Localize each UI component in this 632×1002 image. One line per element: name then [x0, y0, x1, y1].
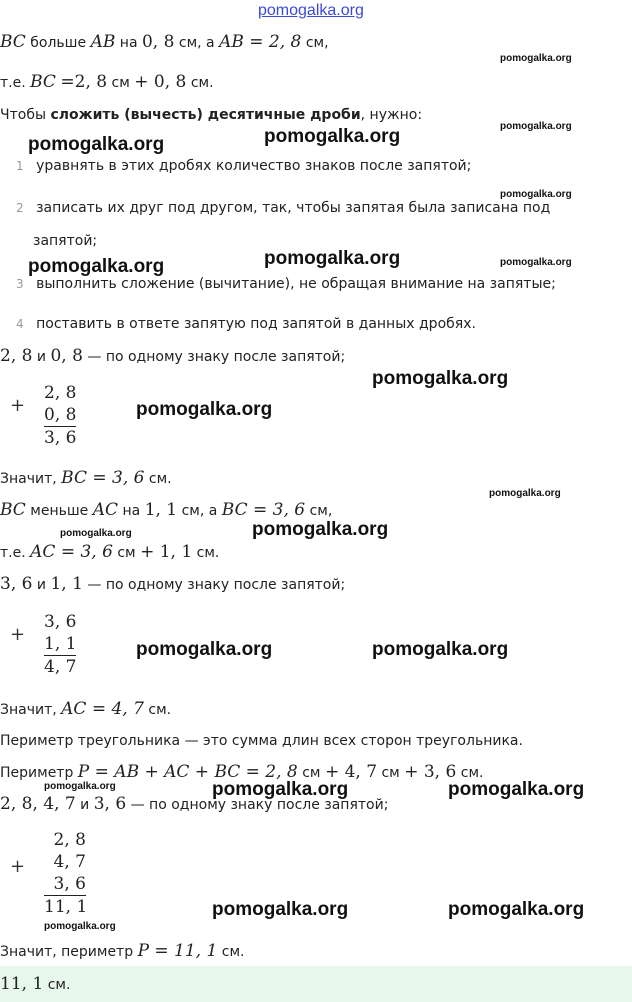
text-and: и [36, 577, 47, 593]
text-rest: — по одному знаку после запятой; [87, 577, 346, 593]
watermark-big: pomogalka.org [372, 639, 509, 660]
text-cm: см, [305, 35, 329, 51]
sum-result: 11, 1 [44, 897, 88, 917]
answer-line [0, 974, 70, 994]
math-plus: + 0, 8 [134, 72, 187, 92]
text-na: на [119, 35, 138, 51]
plus-sign: + [10, 395, 26, 416]
text-conclusion: Значит, [0, 702, 57, 718]
addend: 1, 1 [44, 634, 77, 654]
math-eq: BC = 3, 6 [61, 468, 145, 488]
line-bc-vs-ab [0, 32, 329, 52]
math-value: 0, 8 [50, 346, 83, 366]
calc3-intro [0, 794, 388, 814]
text-cm: см, [309, 503, 333, 519]
perimeter-definition: Периметр треугольника — это сумма длин всех сторон треугольника. [0, 733, 523, 749]
addend: 0, 8 [44, 405, 77, 425]
step-item [16, 158, 471, 174]
calc2-intro [0, 574, 345, 594]
math-value: 1, 1 [144, 500, 178, 520]
watermark-top: pomogalka.org [258, 2, 364, 19]
math-value: 0, 8 [141, 32, 175, 52]
watermark-big: pomogalka.org [28, 256, 165, 277]
answer-unit: см. [47, 977, 71, 993]
watermark-big: pomogalka.org [252, 519, 389, 540]
answer-box [0, 966, 632, 1002]
math-plus: + 3, 6 [404, 762, 457, 782]
math-eq: AC = 3, 6 [30, 542, 113, 562]
math-eq: =2, 8 [60, 72, 108, 92]
math-value: 2, 8, 4, 7 [0, 794, 76, 814]
math-ab: AB [90, 32, 116, 52]
watermark-small: pomogalka.org [500, 189, 572, 200]
math-plus: + 1, 1 [140, 542, 193, 562]
text-conclusion: Значит, [0, 471, 57, 487]
sum-result: 3, 6 [44, 428, 77, 448]
watermark-big: pomogalka.org [448, 899, 585, 920]
step-number: 4 [16, 317, 24, 331]
watermark-small: pomogalka.org [489, 488, 561, 499]
text-and: и [80, 797, 90, 813]
plus-sign: + [10, 856, 26, 877]
text-cm: см [117, 545, 136, 561]
step-item [16, 316, 476, 332]
math-bc: BC [0, 500, 26, 520]
math-bc: BC [0, 32, 26, 52]
math-ac: AC [92, 500, 119, 520]
math-eq: P = 11, 1 [137, 941, 218, 961]
addend: 2, 8 [53, 830, 86, 850]
column-addition [44, 382, 76, 449]
math-bc: BC [30, 72, 56, 92]
column-addition [44, 829, 86, 918]
line-ac-sum [0, 542, 219, 562]
text-cm: см. [148, 702, 172, 718]
watermark-small: pomogalka.org [60, 528, 132, 539]
addend: 3, 6 [44, 873, 86, 896]
text-perimeter: Периметр [0, 765, 74, 781]
rule-text [0, 107, 422, 123]
text-cm: см. [460, 765, 484, 781]
text-more: больше [30, 35, 87, 51]
step-number: 1 [16, 159, 24, 173]
text-cm: см [381, 765, 400, 781]
watermark-big: pomogalka.org [264, 126, 401, 147]
watermark-big: pomogalka.org [264, 248, 401, 269]
rule-pre: Чтобы [0, 107, 51, 123]
watermark-big: pomogalka.org [136, 639, 273, 660]
text-cm: см. [148, 471, 172, 487]
line-bc-sum [0, 72, 214, 92]
math-plus: + 4, 7 [324, 762, 378, 782]
math-ab-eq: AB = 2, 8 [219, 32, 302, 52]
text-cm: см [302, 765, 321, 781]
text-cm: см [111, 75, 130, 91]
calc1-intro [0, 346, 345, 366]
text-cm-a: см, а [181, 503, 218, 519]
watermark-small: pomogalka.org [500, 53, 572, 64]
step-number: 2 [16, 201, 24, 215]
watermark-small: pomogalka.org [44, 921, 116, 932]
rule-bold: сложить (вычесть) десятичные дроби [50, 107, 361, 123]
text-cm: см. [221, 944, 245, 960]
watermark-small: pomogalka.org [500, 257, 572, 268]
step-text: записать их друг под другом, так, чтобы запятая была записана под [36, 200, 551, 216]
line-bc-vs-ac [0, 500, 332, 520]
text-te: т.е. [0, 75, 26, 91]
watermark-big: pomogalka.org [212, 779, 349, 800]
math-eq: AC = 4, 7 [61, 699, 144, 719]
step-item [16, 276, 556, 292]
text-te: т.е. [0, 545, 26, 561]
watermark-small: pomogalka.org [44, 781, 116, 792]
watermark-small: pomogalka.org [500, 121, 572, 132]
step-item [16, 200, 550, 216]
sum-result: 4, 7 [44, 657, 77, 677]
watermark-big: pomogalka.org [136, 399, 273, 420]
rule-post: , нужно: [360, 107, 423, 123]
math-bc-eq: BC = 3, 6 [221, 500, 306, 520]
text-less: меньше [30, 503, 89, 519]
math-value: 1, 1 [50, 574, 83, 594]
addend: 2, 8 [44, 383, 77, 403]
step-text: выполнить сложение (вычитание), не обращая внимание на запятые; [36, 276, 556, 292]
addend: 4, 7 [53, 852, 86, 872]
math-value: 2, 8 [0, 346, 33, 366]
text-cm: см. [196, 545, 220, 561]
text-rest: — по одному знаку после запятой; [87, 349, 346, 365]
math-value: 3, 6 [93, 794, 127, 814]
addend: 3, 6 [44, 612, 77, 632]
column-addition [44, 611, 76, 678]
step-text: уравнять в этих дробях количество знаков после запятой; [36, 158, 472, 174]
step-text-continued: запятой; [33, 233, 98, 249]
plus-sign: + [10, 624, 26, 645]
text-and: и [36, 349, 47, 365]
text-cm: см. [190, 75, 214, 91]
watermark-big: pomogalka.org [372, 368, 509, 389]
text-rest: — по одному знаку после запятой; [130, 797, 389, 813]
answer-value: 11, 1 [0, 974, 44, 994]
step-number: 3 [16, 277, 24, 291]
step-text: поставить в ответе запятую под запятой в данных дробях. [36, 316, 476, 332]
watermark-big: pomogalka.org [448, 779, 585, 800]
calc3-conclusion [0, 941, 244, 961]
watermark-big: pomogalka.org [212, 899, 349, 920]
calc1-conclusion [0, 468, 172, 488]
watermark-big: pomogalka.org [28, 134, 165, 155]
math-eq: P = AB + AC + BC = 2, 8 [77, 762, 298, 782]
math-value: 3, 6 [0, 574, 33, 594]
text-cm-a: см, а [178, 35, 215, 51]
text-na: на [122, 503, 141, 519]
calc2-conclusion [0, 699, 171, 719]
text-conclusion: Значит, периметр [0, 944, 134, 960]
